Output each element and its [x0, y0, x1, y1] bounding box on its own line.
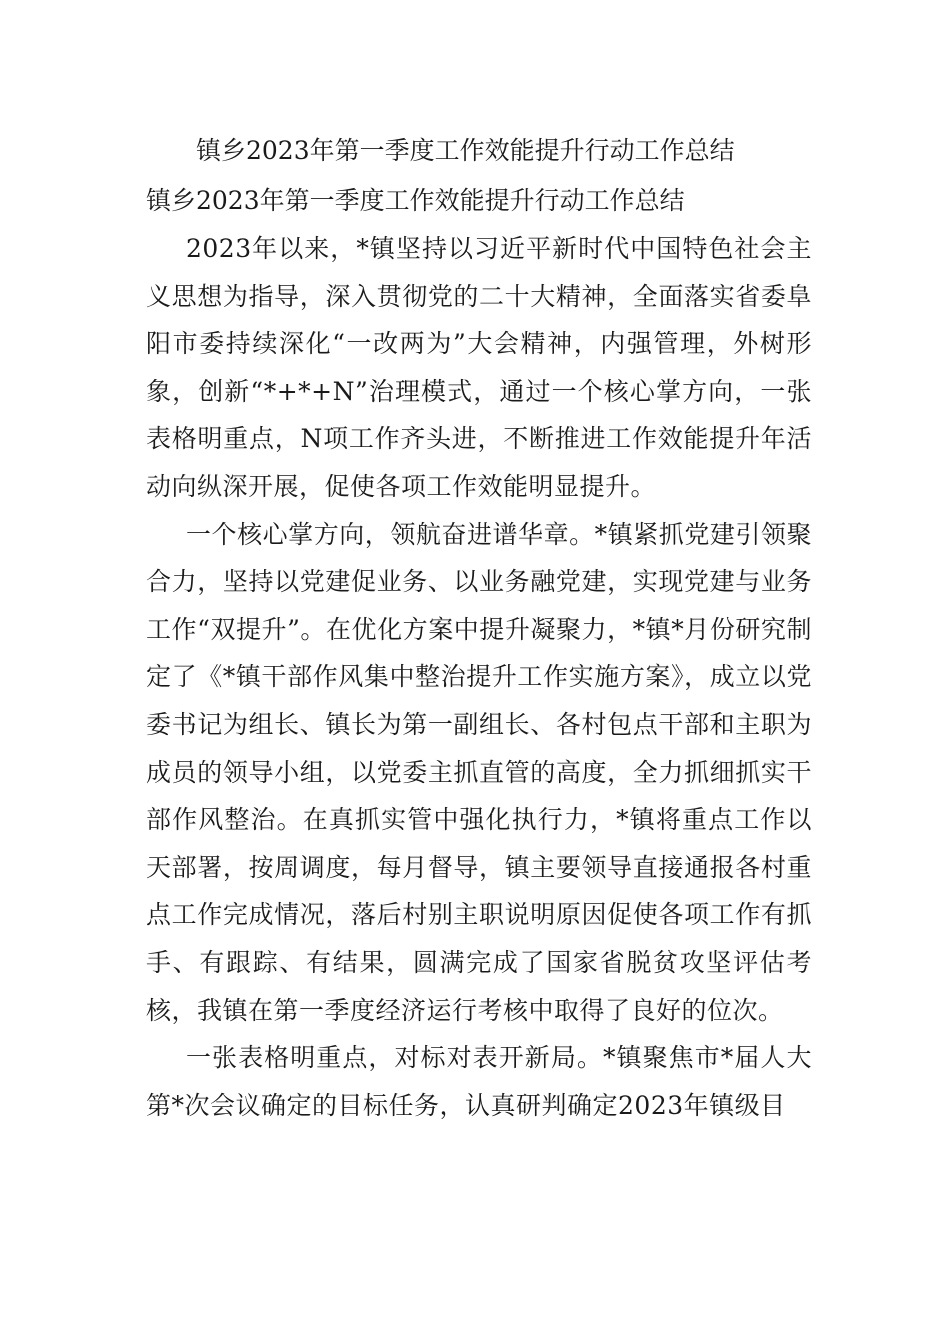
paragraph-table-focus: 一张表格明重点，对标对表开新局。*镇聚焦市*届人大第*次会议确定的目标任务，认真研判确定2023年镇级目 — [146, 1043, 812, 1120]
document-subtitle: 镇乡2023年第一季度工作效能提升行动工作总结 — [146, 186, 685, 215]
document-title: 镇乡2023年第一季度工作效能提升行动工作总结 — [196, 136, 735, 165]
paragraph-intro: 2023年以来，*镇坚持以习近平新时代中国特色社会主义思想为指导，深入贯彻党的二十大精神，全面落实省委阜阳市委持续深化“一改两为”大会精神，内强管理，外树形象，创新“*+*+N”治理模式，通过一个核心掌方向，一张表格明重点，N项工作齐头进，不断推进工作效能提升年活动向纵深开展，促使各项工作效能明显提升。 — [146, 234, 812, 501]
paragraph-core-direction: 一个核心掌方向，领航奋进谱华章。*镇紧抓党建引领聚合力，坚持以党建促业务、以业务融党建，实现党建与业务工作“双提升”。在优化方案中提升凝聚力，*镇*月份研究制定了《*镇干部作风集中整治提升工作实施方案》，成立以党委书记为组长、镇长为第一副组长、各村包点干部和主职为成员的领导小组，以党委主抓直管的高度，全力抓细抓实干部作风整治。在真抓实管中强化执行力，*镇将重点工作以天部署，按周调度，每月督导，镇主要领导直接通报各村重点工作完成情况，落后村别主职说明原因促使各项工作有抓手、有跟踪、有结果，圆满完成了国家省脱贫攻坚评估考核，我镇在第一季度经济运行考核中取得了良好的位次。 — [146, 519, 812, 1025]
document-body — [146, 225, 812, 1129]
